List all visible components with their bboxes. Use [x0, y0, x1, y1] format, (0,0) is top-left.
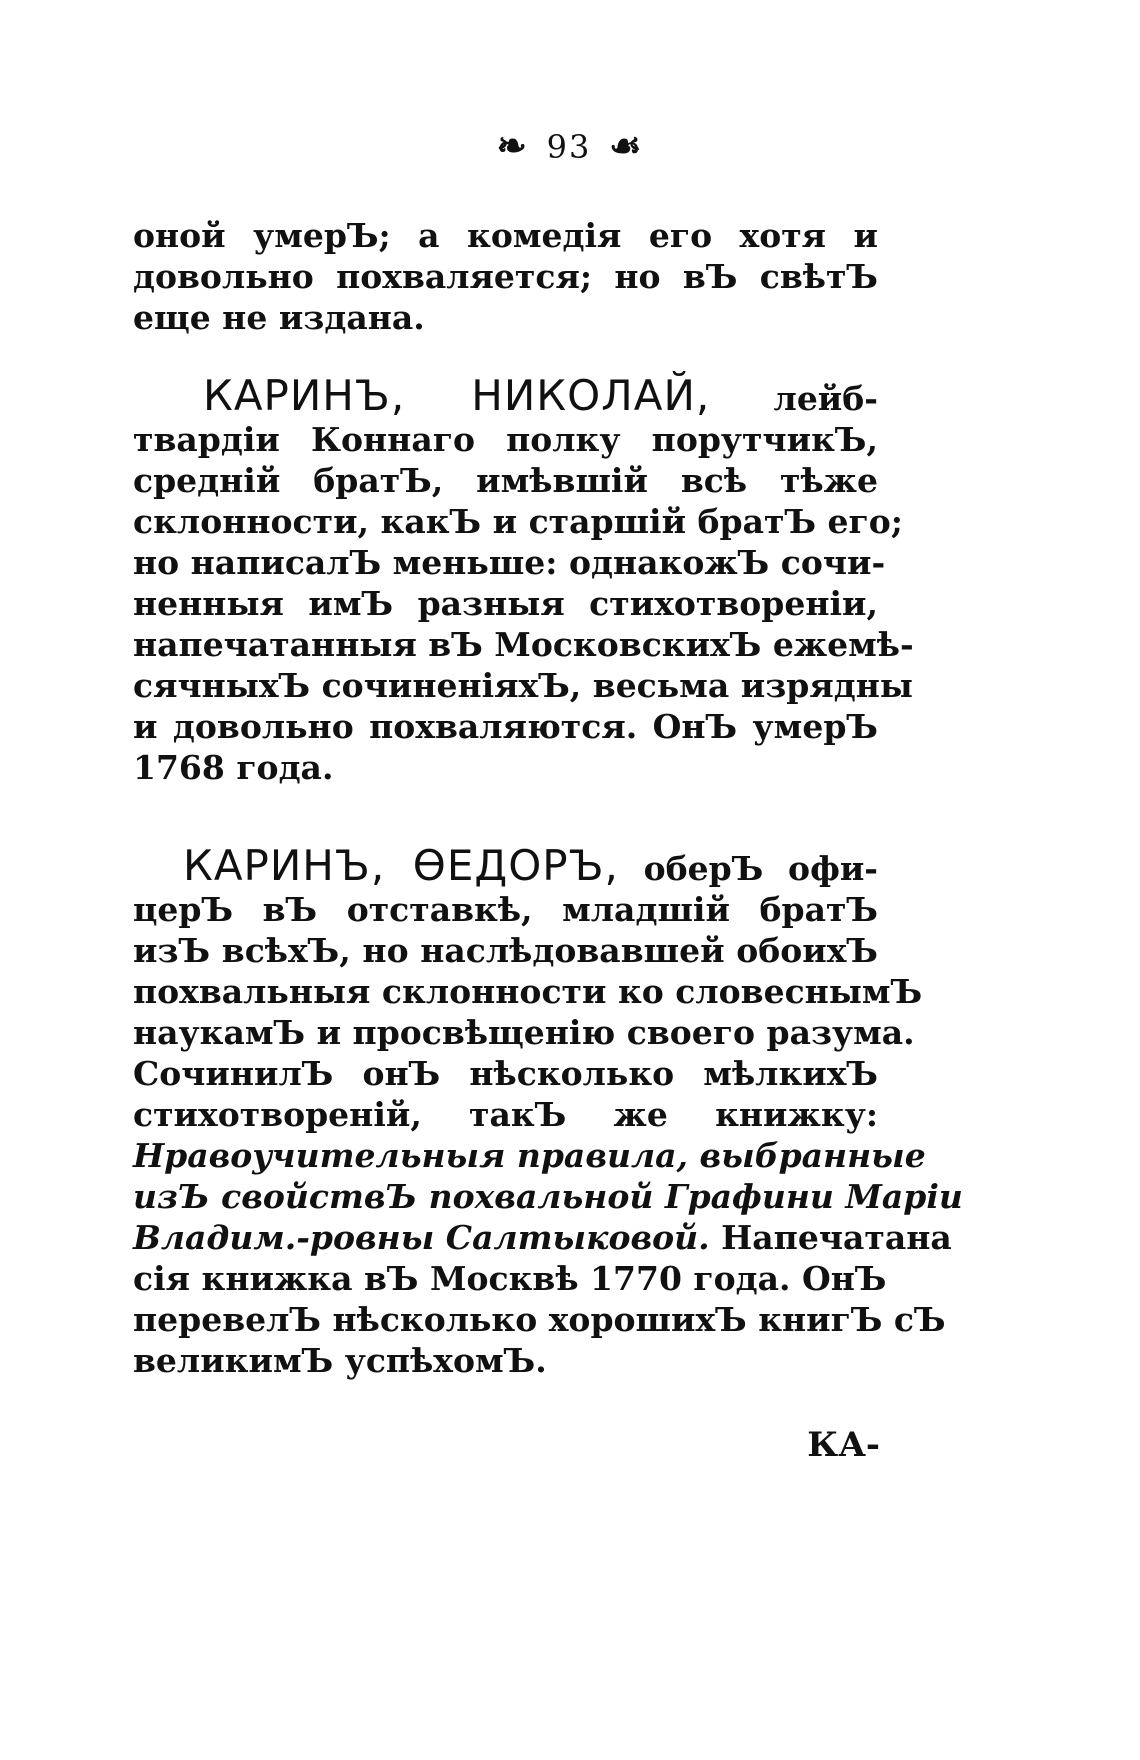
- text-line: и довольно похваляются. ОнЪ умерЪ: [133, 707, 878, 746]
- text-line: еще не издана.: [133, 298, 425, 337]
- ornament-right-icon: ☙: [609, 125, 644, 167]
- text-line: средній братЪ, имѣвшій всѣ тѣже: [133, 461, 878, 500]
- text-line: СочинилЪ онЪ нѣсколько мѣлкихЪ: [133, 1054, 878, 1093]
- entry-heading: КАРИНЪ, ѲЕДОРЪ,: [183, 841, 619, 890]
- text-line: перевелЪ нѣсколько хорошихЪ книгЪ сЪ: [133, 1300, 946, 1339]
- text-line: ненныя имЪ разныя стихотвореніи,: [133, 584, 878, 623]
- text-line: изЪ всѣхЪ, но наслѣдовавшей обоихЪ: [133, 931, 878, 970]
- text-line: довольно похваляется; но вЪ свѣтЪ: [133, 257, 878, 296]
- italic-title-line: изЪ свойствЪ похвальной Графини Маріи: [133, 1177, 963, 1216]
- text-line: твардіи Коннаго полку порутчикЪ,: [133, 420, 878, 459]
- text-line: 1768 года.: [133, 748, 334, 787]
- italic-title-line: Нравоучительныя правила, выбранные: [133, 1136, 926, 1175]
- page-number: 93: [546, 128, 592, 166]
- text-line: склонности, какЪ и старшій братЪ его;: [133, 502, 903, 541]
- text-fragment: Напечатана: [721, 1218, 952, 1257]
- entry-first-line: [133, 371, 878, 420]
- text-line: наукамЪ и просвѣщенію своего разума.: [133, 1013, 915, 1052]
- text-line: оной умерЪ; а комедія его хотя и: [133, 216, 878, 255]
- text-line: напечатанныя вЪ МосковскихЪ ежемѣ-: [133, 625, 914, 664]
- entry-heading: КАРИНЪ, НИКОЛАЙ,: [203, 371, 711, 420]
- entry-karin-nikolai: [133, 371, 914, 788]
- text-line: церЪ вЪ отставкѣ, младшій братЪ: [133, 890, 878, 929]
- ornament-left-icon: ❧: [496, 125, 529, 167]
- page-header: [0, 125, 1140, 167]
- text-line: похвальныя склонности ко словеснымЪ: [133, 972, 923, 1011]
- text-line: стихотвореній, такЪ же книжку:: [133, 1095, 878, 1134]
- entry-first-line: [133, 841, 878, 890]
- mixed-line: [133, 1217, 952, 1258]
- text-line: великимЪ успѣхомЪ.: [133, 1341, 547, 1380]
- catchword: КА-: [807, 1425, 880, 1465]
- text-line: но написалЪ меньше: однакожЪ сочи-: [133, 543, 886, 582]
- italic-title-fragment: Владим.-ровны Салтыковой.: [133, 1218, 710, 1257]
- entry-karin-fedor: [133, 841, 963, 1381]
- text-line: сія книжка вЪ Москвѣ 1770 года. ОнЪ: [133, 1259, 887, 1298]
- text-fragment: оберЪ офи-: [643, 849, 878, 888]
- text-fragment: лейб-: [773, 379, 878, 418]
- text-line: сячныхЪ сочиненіяхЪ, весьма изрядны: [133, 666, 913, 705]
- paragraph-continuation: [133, 215, 878, 338]
